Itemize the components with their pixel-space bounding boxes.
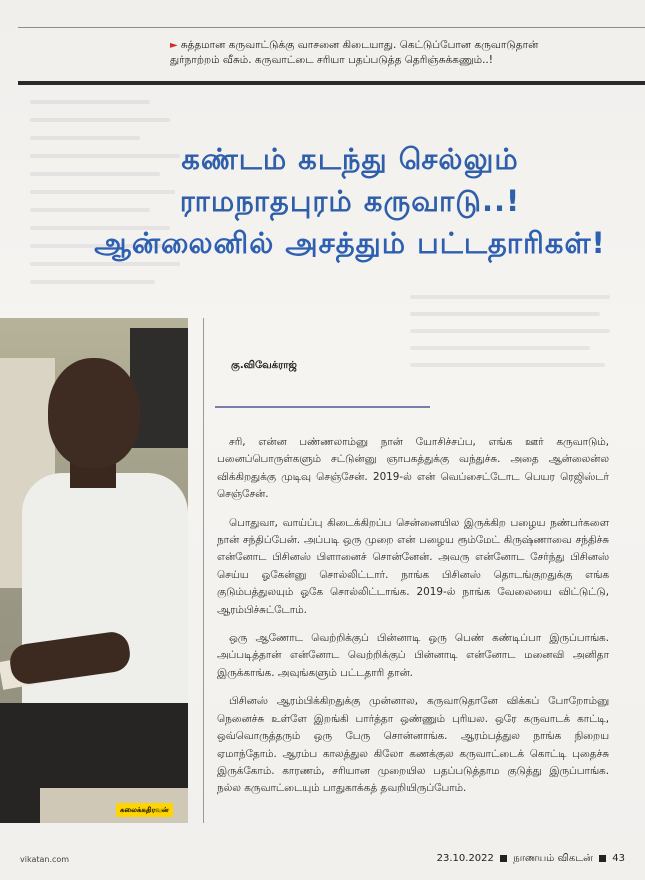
arrow-icon: ► <box>170 40 178 51</box>
page-number: 43 <box>612 853 625 864</box>
headline-line-1: கண்டம் கடந்து செல்லும் <box>181 142 519 176</box>
photo-head <box>48 358 140 468</box>
footer-website: vikatan.com <box>20 855 70 864</box>
square-bullet-icon <box>599 855 606 862</box>
bleed-through-text <box>410 329 610 333</box>
body-paragraph: சரி, என்ன பண்ணலாம்னு நான் யோசிச்சப்ப, எங்க ஊர் கருவாடும், பனைப்பொருள்களும் சட்டுன்னு ஞாபகத்துக்கு வந்துச்சு. அதை ஆன்லைன்ல விக்கிறதுக்கு முடிவு செஞ்சேன். 2019-ல் என் வெப்சைட்டோட பெயர ரெஜிஸ்டர் செஞ்சேன். <box>217 436 609 501</box>
square-bullet-icon <box>500 855 507 862</box>
author-byline: கு.விவேக்ராஜ் <box>231 360 297 371</box>
body-paragraph: பிசினஸ் ஆரம்பிக்கிறதுக்கு முன்னால, கருவாடுதானே விக்கப் போறோம்னு நெனைச்சு உள்ளே இறங்கி பார்த்தா ஒண்ணும் புரியல. ஒரே கருவாடக் காட்டி, ஒவ்வொருத்தரும் ஒரு பேரு சொன்னாங்க. ஆரம்பத்துல நாங்க நிறைய ஏமாந்தோம். ஆரம்ப காலத்துல கிலோ கணக்குல கருவாட்டைக் கொட்டி புதைச்சு இருக்கோம். காரணம், சரியான முறையில பதப்படுத்தாம குடுத்து இருப்பாங்க. நல்ல கருவாட்டையும் பாதுகாக்கத் தவறியிருப்போம். <box>217 695 609 795</box>
bleed-through-text <box>410 295 610 299</box>
body-paragraph: பொதுவா, வாய்ப்பு கிடைக்கிறப்ப சென்னையில இருக்கிற பழைய நண்பர்களை நான் சந்திப்பேன். அப்படி ஒரு முறை என் பழைய ரூம்மேட் கிருஷ்ணாவை சந்திச்சு என்னோட பிசினஸ் பிளானைச் சொன்னேன். அவரு என்னோட சேர்ந்து பிசினஸ் செய்ய ஓகேன்னு சொல்லிட்டார். நாங்க பிசினஸ் தொடங்குறதுக்கு எங்க குடும்பத்துலயும் ஓகே சொல்லிட்டாங்க. 2019-ல் நாங்க வேலையை விட்டுட்டு, ஆரம்பிச்சுட்டோம். <box>217 516 609 616</box>
issue-date: 23.10.2022 <box>436 853 494 864</box>
bleed-through-text <box>30 100 150 104</box>
pull-quote <box>170 38 590 68</box>
headline-line-3: ஆன்லைனில் அசத்தும் பட்டதாரிகள்! <box>94 226 606 260</box>
pull-quote-text: சுத்தமான கருவாட்டுக்கு வாசனை கிடையாது. கெட்டுப்போன கருவாடுதான் துர்நாற்றம் வீசும். கருவாட்டை சரியா பதப்படுத்த தெரிஞ்சுக்கணும்..! <box>170 39 539 66</box>
bleed-through-text <box>30 118 170 122</box>
bleed-through-text <box>410 312 600 316</box>
bleed-through-text <box>410 363 605 367</box>
header-divider <box>18 81 645 85</box>
bleed-through-text <box>30 280 155 284</box>
magazine-name: நாணயம் விகடன் <box>513 853 593 864</box>
top-divider <box>18 27 645 28</box>
portrait-photo <box>0 318 188 823</box>
photo-credit: கலைக்கதிரவன் <box>116 803 173 817</box>
footer-issue-info <box>437 853 625 865</box>
article-headline <box>90 138 610 264</box>
column-divider <box>203 318 204 823</box>
body-paragraph: ஒரு ஆணோட வெற்றிக்குப் பின்னாடி ஒரு பெண் கண்டிப்பா இருப்பாங்க. அப்படித்தான் என்னோட வெற்றிக்குப் பின்னாடி என்னோட மனைவி அனிதா இருக்காங்க. அவுங்களும் பட்டதாரி தான். <box>217 632 609 679</box>
headline-line-2: ராமநாதபுரம் கருவாடு..! <box>179 184 521 218</box>
article-body <box>217 434 609 809</box>
bleed-through-text <box>410 346 590 350</box>
byline-divider <box>215 406 430 408</box>
